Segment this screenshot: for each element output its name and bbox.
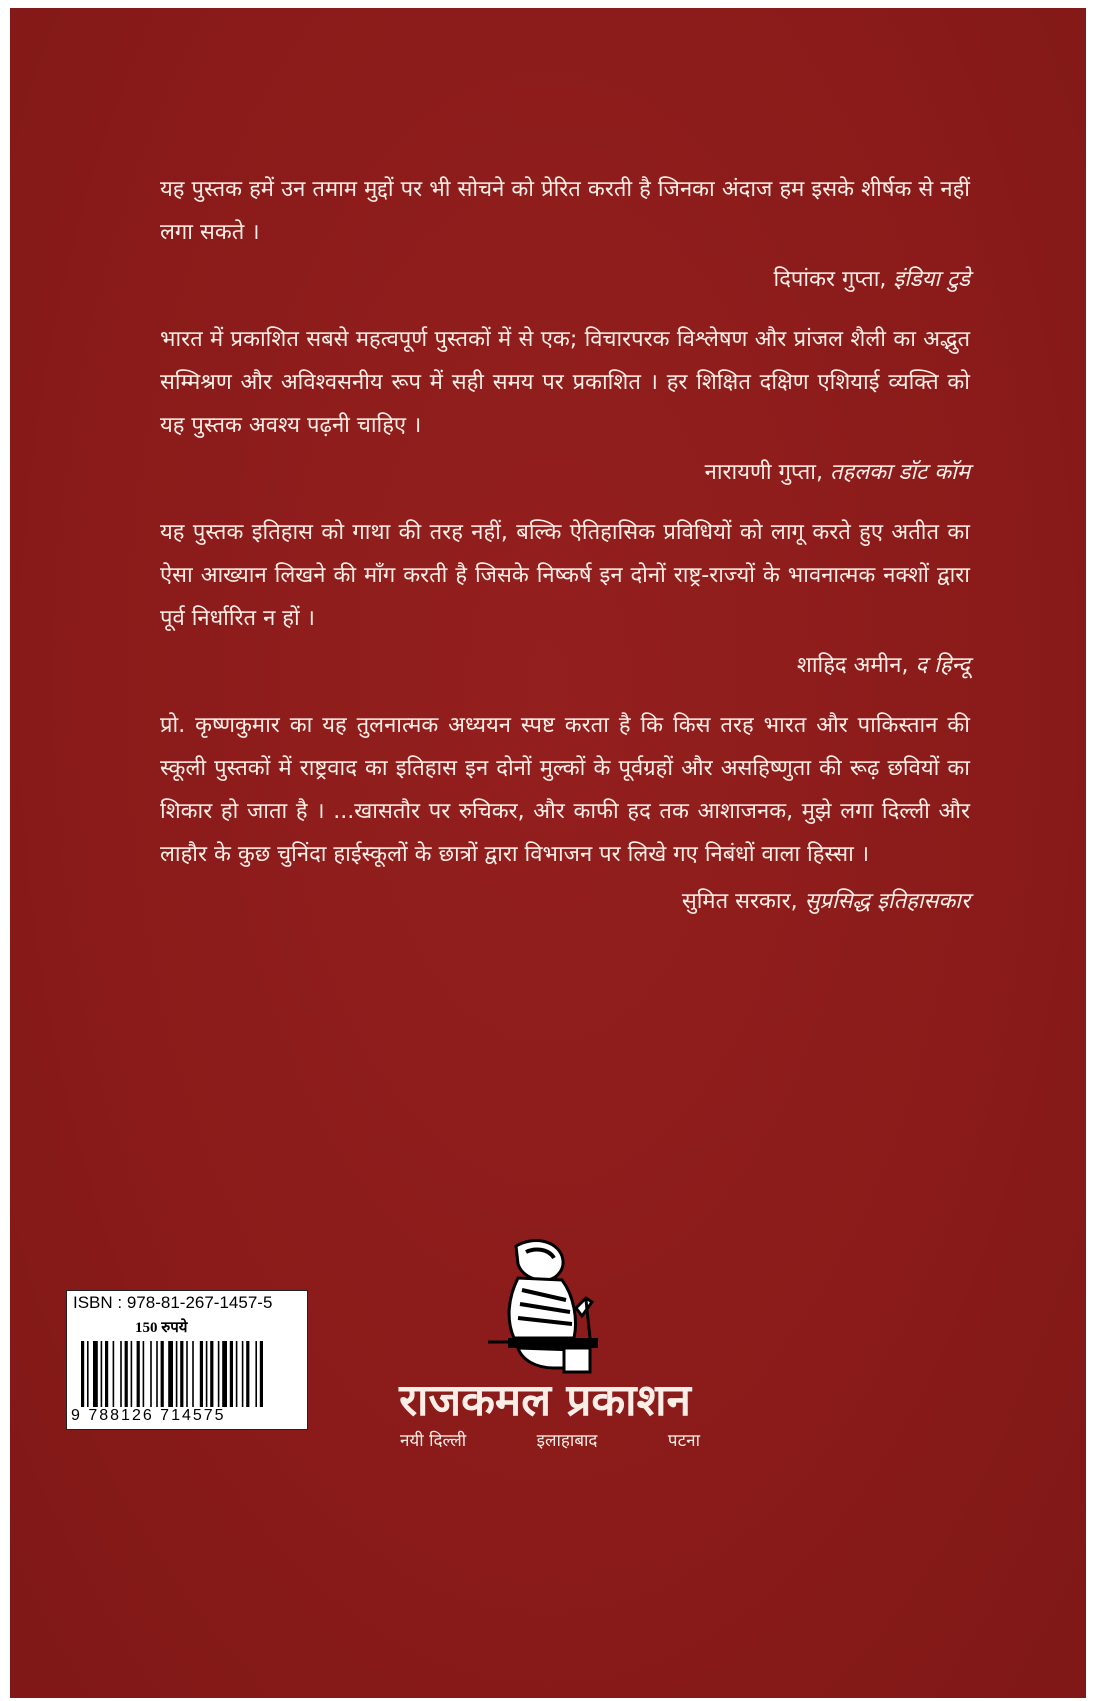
- quote-source: सुप्रसिद्ध इतिहासकार: [804, 889, 970, 914]
- price-label: 150 रुपये: [135, 1320, 188, 1336]
- quote-attribution: [160, 882, 970, 922]
- isbn-label: ISBN : 978-81-267-1457-5: [73, 1293, 273, 1312]
- quote-text: यह पुस्तक हमें उन तमाम मुद्दों पर भी सोचने को प्रेरित करती है जिनका अंदाज हम इसके शीर्षक से नहीं लगा सकते ।: [160, 177, 970, 245]
- quote-author: सुमित सरकार,: [681, 889, 798, 914]
- quote-text: यह पुस्तक इतिहास को गाथा की तरह नहीं, बल्कि ऐतिहासिक प्रविधियों को लागू करते हुए अतीत का ऐसा आख्यान लिखने की माँग करती है जिसके निष्कर्ष इन दोनों राष्ट्र-राज्यों के भावनात्मक नक्शों द्वारा पूर्व निर्धारित न हों ।: [160, 520, 970, 631]
- review-quotes: [160, 168, 970, 940]
- quote-source: इंडिया टुडे: [893, 267, 970, 292]
- quote-author: नारायणी गुप्ता,: [704, 460, 823, 485]
- quote-text: प्रो. कृष्णकुमार का यह तुलनात्मक अध्ययन स्पष्ट करता है कि किस तरह भारत और पाकिस्तान की स्कूली पुस्तकों में राष्ट्रवाद का इतिहास इन दोनों मुल्कों के पूर्वग्रहों और असहिष्णुता की रूढ़ छवियों का शिकार हो जाता है । ...खासतौर पर रुचिकर, और काफी हद तक आशाजनक, मुझे लगा दिल्ली और लाहौर के कुछ चुनिंदा हाईस्कूलों के छात्रों द्वारा विभाजन पर लिखे गए निबंधों वाला हिस्सा ।: [160, 713, 970, 867]
- city-label: नयी दिल्ली: [400, 1431, 467, 1451]
- barcode-icon: [79, 1341, 301, 1407]
- quote-attribution: [160, 646, 970, 686]
- city-label: इलाहाबाद: [536, 1431, 598, 1451]
- quote-source: तहलका डॉट कॉम: [829, 460, 970, 485]
- quote-attribution: [160, 260, 970, 300]
- review-quote: [160, 511, 970, 686]
- quote-text: भारत में प्रकाशित सबसे महत्वपूर्ण पुस्तकों में से एक; विचारपरक विश्लेषण और प्रांजल शैली का अद्भुत सम्मिश्रण और अविश्वसनीय रूप में सही समय पर प्रकाशित । हर शिक्षित दक्षिण एशियाई व्यक्ति को यह पुस्तक अवश्य पढ़नी चाहिए ।: [160, 327, 970, 438]
- publisher-cities: [400, 1428, 700, 1451]
- isbn-barcode-block: [66, 1290, 308, 1430]
- quote-author: शाहिद अमीन,: [796, 653, 909, 678]
- review-quote: [160, 168, 970, 300]
- review-quote: [160, 318, 970, 493]
- city-label: पटना: [667, 1431, 700, 1451]
- publisher-logo-icon: [478, 1238, 608, 1378]
- quote-attribution: [160, 453, 970, 493]
- quote-author: दिपांकर गुप्ता,: [773, 267, 887, 292]
- barcode-digits: 9 788126 714575: [71, 1407, 226, 1424]
- review-quote: [160, 704, 970, 922]
- quote-source: द हिन्दू: [915, 653, 970, 678]
- publisher-name: राजकमल प्रकाशन: [399, 1375, 691, 1426]
- back-cover: [10, 8, 1086, 1698]
